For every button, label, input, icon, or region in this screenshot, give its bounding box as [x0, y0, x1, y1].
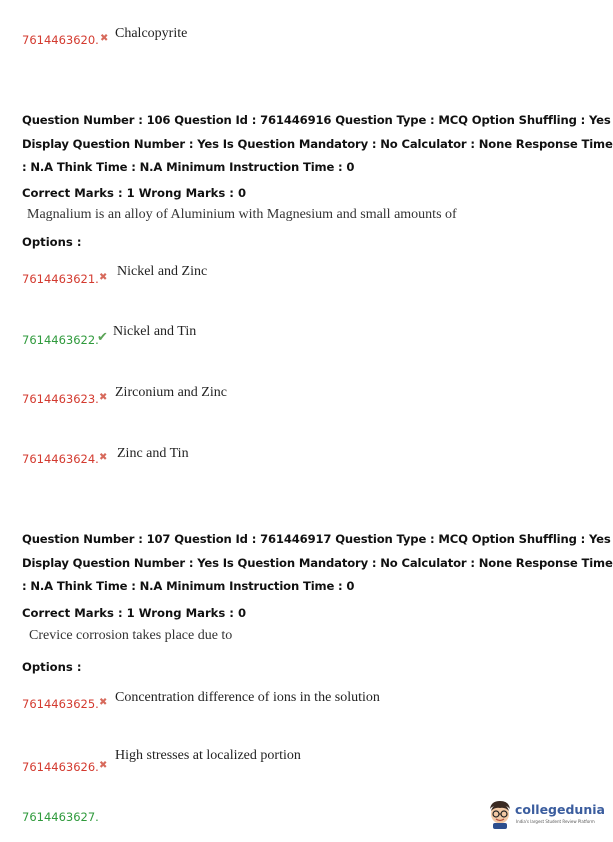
- cross-icon: ✖: [99, 392, 108, 403]
- option-id: 7614463624.: [22, 452, 99, 466]
- header-line: Display Question Number : Yes Is Question Mandatory : No Calculator : None Response Time: [22, 136, 613, 151]
- mascot-icon: [487, 799, 513, 829]
- cross-icon: ✖: [100, 33, 109, 44]
- marks-line: Correct Marks : 1 Wrong Marks : 0: [22, 186, 247, 200]
- option-text: High stresses at localized portion: [115, 748, 301, 763]
- option-id: 7614463626.: [22, 760, 99, 774]
- option-id: 7614463620.: [22, 33, 99, 47]
- check-icon: ✔: [97, 330, 108, 345]
- cross-icon: ✖: [99, 452, 108, 463]
- header-line: Display Question Number : Yes Is Question Mandatory : No Calculator : None Response Time: [22, 555, 613, 570]
- question-text: Magnalium is an alloy of Aluminium with Magnesium and small amounts of: [27, 207, 457, 222]
- option-id: 7614463621.: [22, 272, 99, 286]
- header-line: Question Number : 107 Question Id : 761446917 Question Type : MCQ Option Shuffling : Yes: [22, 532, 611, 546]
- option-text: Chalcopyrite: [115, 26, 188, 41]
- options-label: Options :: [22, 660, 82, 674]
- option-id: 7614463623.: [22, 392, 99, 406]
- option-text: Nickel and Tin: [113, 324, 197, 339]
- option-id: 7614463622.: [22, 333, 99, 347]
- cross-icon: ✖: [99, 272, 108, 283]
- cross-icon: ✖: [99, 697, 108, 708]
- option-text: Concentration difference of ions in the solution: [115, 690, 380, 705]
- header-line: Question Number : 106 Question Id : 761446916 Question Type : MCQ Option Shuffling : Yes: [22, 113, 611, 127]
- cross-icon: ✖: [99, 760, 108, 771]
- header-line: : N.A Think Time : N.A Minimum Instruction Time : 0: [22, 160, 355, 174]
- header-line: : N.A Think Time : N.A Minimum Instruction Time : 0: [22, 579, 355, 593]
- option-text: Nickel and Zinc: [117, 264, 208, 279]
- logo-tagline: India's largest Student Review Platform: [516, 819, 595, 824]
- marks-line: Correct Marks : 1 Wrong Marks : 0: [22, 606, 247, 620]
- question-header: [22, 109, 613, 180]
- options-label: Options :: [22, 235, 82, 249]
- option-text: Zinc and Tin: [117, 446, 189, 461]
- logo-wordmark: collegedunia: [515, 802, 605, 817]
- collegedunia-logo: [487, 797, 605, 833]
- option-id: 7614463627.: [22, 810, 99, 824]
- option-id: 7614463625.: [22, 697, 99, 711]
- question-text: Crevice corrosion takes place due to: [29, 628, 233, 643]
- question-header: [22, 528, 613, 599]
- option-text: Zirconium and Zinc: [115, 385, 227, 400]
